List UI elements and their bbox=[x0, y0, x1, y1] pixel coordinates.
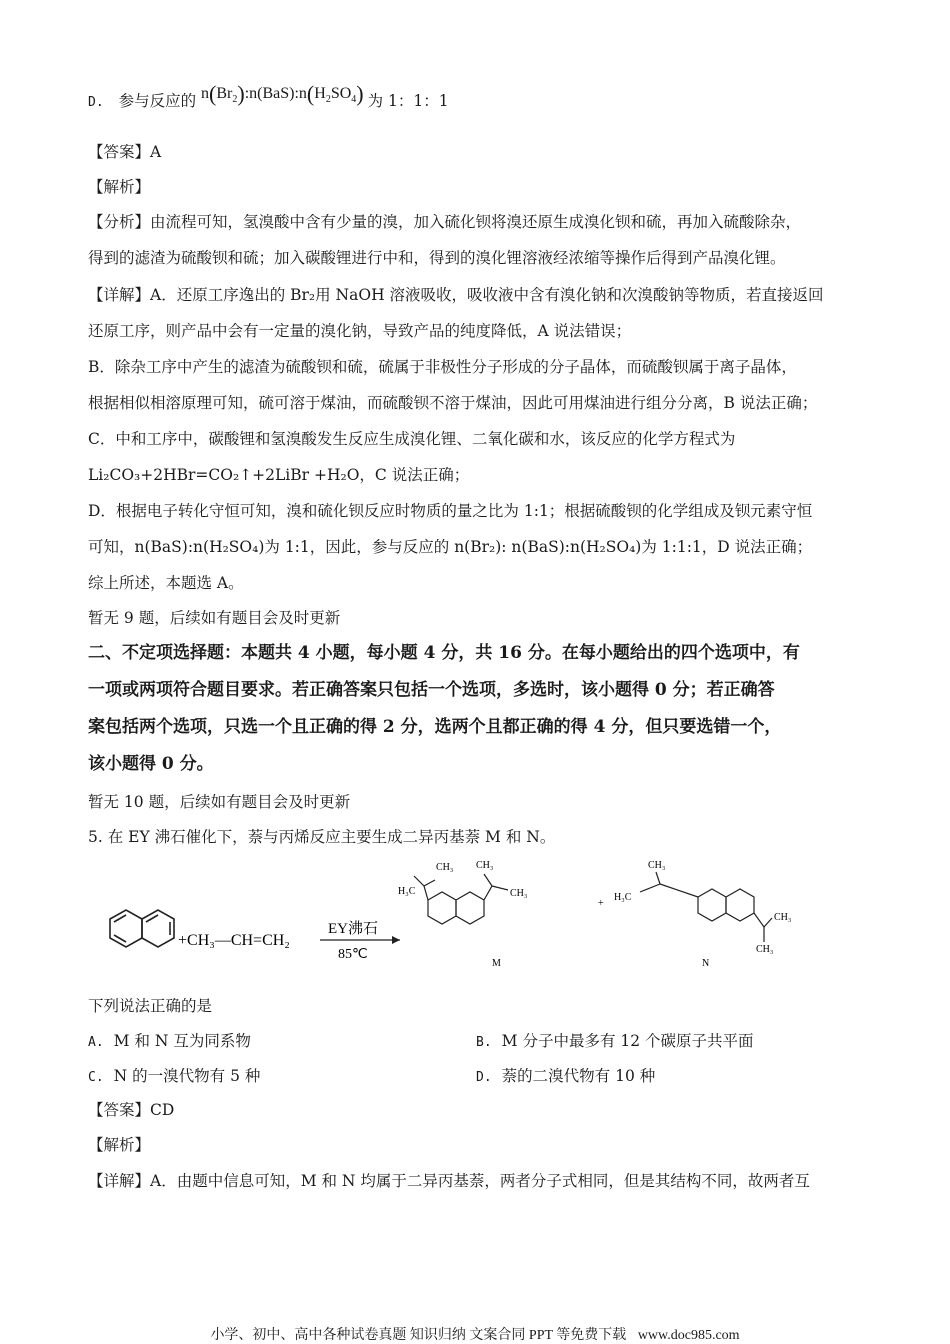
section-heading-line: 案包括两个选项，只选一个且正确的得 2 分，选两个且都正确的得 4 分，但只要选错一个， bbox=[88, 717, 782, 737]
missing-question-note: 暂无 9 题，后续如有题目会及时更新 bbox=[88, 609, 341, 627]
option-a bbox=[88, 1030, 251, 1054]
analysis-label: 【解析】 bbox=[88, 1136, 151, 1154]
analysis-line: 综上所述，本题选 A。 bbox=[88, 574, 244, 592]
option-text: M 和 N 互为同系物 bbox=[113, 1032, 251, 1050]
label-n: N bbox=[702, 958, 710, 969]
option-letter: B. bbox=[476, 1035, 492, 1050]
label-m: M bbox=[492, 958, 501, 969]
ratio-formula: $n(Br_2):n(BaS):n(H_2SO_4)$ bbox=[201, 81, 364, 106]
svg-text:H₃C: H₃C bbox=[614, 892, 632, 903]
option-text: 参与反应的 bbox=[118, 92, 197, 110]
option-c bbox=[88, 1065, 260, 1089]
missing-question-note: 暂无 10 题，后续如有题目会及时更新 bbox=[88, 793, 351, 811]
temperature-label: 85℃ bbox=[338, 947, 368, 962]
option-d-previous bbox=[88, 81, 449, 119]
n-structure bbox=[640, 872, 772, 942]
analysis-line: 还原工序，则产品中会有一定量的溴化钠，导致产品的纯度降低，A 说法错误； bbox=[88, 322, 632, 340]
analysis-line: B．除杂工序中产生的滤渣为硫酸钡和硫，硫属于非极性分子形成的分子晶体，而硫酸钡属于离子晶体， bbox=[88, 358, 797, 376]
reaction-scheme bbox=[80, 852, 820, 982]
plus-sign: + bbox=[598, 898, 604, 909]
page-footer bbox=[0, 1324, 950, 1344]
option-letter: D. bbox=[88, 95, 104, 110]
section-heading-line: 一项或两项符合题目要求。若正确答案只包括一个选项，多选时，该小题得 0 分；若正确答 bbox=[88, 680, 775, 700]
svg-text:H₃C: H₃C bbox=[398, 886, 416, 897]
analysis-line: 【详解】A．还原工序逸出的 Br₂用 NaOH 溶液吸收，吸收液中含有溴化钠和次溴酸钠等物质，若直接返回 bbox=[88, 286, 824, 304]
analysis-line: 可知，n(BaS):n(H₂SO₄)为 1:1，因此，参与反应的 n(Br₂): n(BaS):n(H₂SO₄)为 1:1:1，D 说法正确； bbox=[88, 538, 813, 556]
svg-text:CH₃: CH₃ bbox=[476, 860, 494, 871]
question-prompt: 下列说法正确的是 bbox=[88, 997, 213, 1015]
m-structure bbox=[414, 874, 508, 924]
propene-reagent: +CH₃—CH=CH₂ bbox=[178, 932, 290, 949]
analysis-line: Li₂CO₃+2HBr=CO₂↑+2LiBr +H₂O，C 说法正确； bbox=[88, 466, 470, 484]
svg-text:CH₃: CH₃ bbox=[774, 912, 792, 923]
svg-text:CH₃: CH₃ bbox=[510, 888, 528, 899]
analysis-line: D．根据电子转化守恒可知，溴和硫化钡反应时物质的量之比为 1:1；根据硫酸钡的化学组成及钡元素守恒 bbox=[88, 502, 813, 520]
option-d bbox=[476, 1065, 655, 1089]
answer-label: 【答案】A bbox=[88, 143, 162, 161]
option-text: N 的一溴代物有 5 种 bbox=[113, 1067, 261, 1085]
analysis-line: 得到的滤渣为硫酸钡和硫；加入碳酸锂进行中和，得到的溴化锂溶液经浓缩等操作后得到产品溴化锂。 bbox=[88, 249, 786, 267]
svg-text:CH₃: CH₃ bbox=[648, 860, 666, 871]
question-stem: 5. 在 EY 沸石催化下，萘与丙烯反应主要生成二异丙基萘 M 和 N。 bbox=[88, 828, 556, 846]
footer-link[interactable]: www.doc985.com bbox=[637, 1328, 740, 1343]
option-letter: A. bbox=[88, 1035, 104, 1050]
option-text-after: 为 1：1：1 bbox=[367, 92, 449, 110]
analysis-line: C．中和工序中，碳酸锂和氢溴酸发生反应生成溴化锂、二氧化碳和水，该反应的化学方程式为 bbox=[88, 430, 736, 448]
analysis-line: 根据相似相溶原理可知，硫可溶于煤油，而硫酸钡不溶于煤油，因此可用煤油进行组分分离，B 说法正确； bbox=[88, 394, 818, 412]
svg-text:CH₃: CH₃ bbox=[756, 944, 774, 955]
option-letter: C. bbox=[88, 1070, 104, 1085]
option-text: M 分子中最多有 12 个碳原子共平面 bbox=[501, 1032, 754, 1050]
option-text: 萘的二溴代物有 10 种 bbox=[501, 1067, 656, 1085]
catalyst-label: EY沸石 bbox=[328, 921, 378, 937]
analysis-label: 【解析】 bbox=[88, 178, 151, 196]
option-letter: D. bbox=[476, 1070, 492, 1085]
section-heading-line: 该小题得 0 分。 bbox=[88, 754, 214, 774]
section-heading-line: 二、不定项选择题：本题共 4 小题，每小题 4 分，共 16 分。在每小题给出的四个选项中，有 bbox=[88, 643, 800, 663]
naphthalene-structure bbox=[110, 910, 174, 947]
footer-text: 小学、初中、高中各种试卷真题 知识归纳 文案合同 PPT 等免费下载 bbox=[210, 1328, 627, 1343]
option-b bbox=[476, 1030, 754, 1054]
analysis-line: 【分析】由流程可知，氢溴酸中含有少量的溴，加入硫化钡将溴还原生成溴化钡和硫，再加入硫酸除杂， bbox=[88, 213, 802, 231]
answer-label: 【答案】CD bbox=[88, 1101, 175, 1119]
svg-text:CH₃: CH₃ bbox=[436, 862, 454, 873]
detail-line: 【详解】A．由题中信息可知，M 和 N 均属于二异丙基萘，两者分子式相同，但是其结构不同，故两者互 bbox=[88, 1172, 810, 1190]
